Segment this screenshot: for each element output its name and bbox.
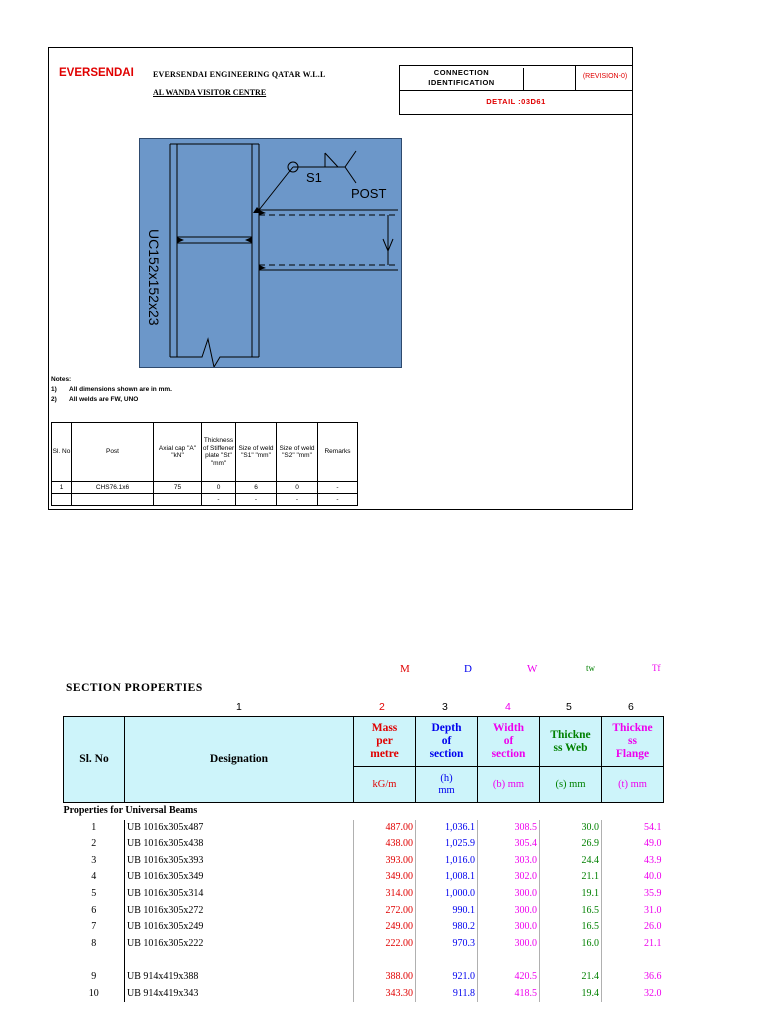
unit-depth: (h) mm: [416, 767, 478, 803]
note-item: 2) All welds are FW, UNO: [51, 396, 139, 403]
subheading: Properties for Universal Beams: [63, 805, 198, 816]
row-web: 16.5: [540, 919, 602, 936]
row-web: 26.9: [540, 836, 602, 853]
row-flange: 21.1: [602, 936, 664, 953]
row-flange: 35.9: [602, 886, 664, 903]
row-width: 418.5: [478, 986, 540, 1003]
unit-mass: kG/m: [354, 767, 416, 803]
row-width: 300.0: [478, 919, 540, 936]
table-row: [64, 886, 664, 903]
table-row: [64, 969, 664, 986]
row-web: [540, 952, 602, 969]
row-depth: 990.1: [416, 903, 478, 920]
company-name: EVERSENDAI ENGINEERING QATAR W.L.L: [153, 70, 326, 79]
row-designation: UB 1016x305x222: [125, 936, 354, 953]
row-width: [478, 952, 540, 969]
row-mass: 388.00: [354, 969, 416, 986]
row-flange: 43.9: [602, 853, 664, 870]
row-designation: [125, 952, 354, 969]
connection-table-header: [52, 423, 358, 482]
row-designation: UB 1016x305x249: [125, 919, 354, 936]
row-flange: 31.0: [602, 903, 664, 920]
row-flange: [602, 952, 664, 969]
table-row: [64, 952, 664, 969]
symbol-flange: Tf: [652, 663, 661, 673]
row-mass: 487.00: [354, 820, 416, 837]
row-depth: 1,036.1: [416, 820, 478, 837]
row-mass: [354, 952, 416, 969]
notes-title: Notes:: [51, 376, 72, 383]
section-properties-table: [63, 716, 664, 1002]
row-designation: UB 1016x305x349: [125, 869, 354, 886]
detail-id: DETAIL :03D61: [486, 97, 546, 106]
row-sl-no: 2: [91, 838, 97, 850]
row-mass: 222.00: [354, 936, 416, 953]
project-name: AL WANDA VISITOR CENTRE: [153, 88, 267, 97]
connection-table: [51, 422, 358, 506]
revision-label: (REVISION-0): [582, 73, 628, 80]
header-weld-s2: Size of weld "S2" "mm": [277, 423, 318, 482]
row-width: 303.0: [478, 853, 540, 870]
unit-web: (s) mm: [540, 767, 602, 803]
column-label: UC152x152x23: [146, 229, 162, 326]
row-web: 16.5: [540, 903, 602, 920]
header-sl-no: Sl. No: [52, 423, 72, 482]
row-designation: UB 914x419x388: [125, 969, 354, 986]
row-sl-no: 3: [91, 854, 97, 866]
row-flange: 36.6: [602, 969, 664, 986]
row-sl-no: 4: [91, 871, 97, 883]
header-depth: Depth of section: [416, 717, 478, 767]
row-width: 300.0: [478, 886, 540, 903]
row-web: 19.1: [540, 886, 602, 903]
row-mass: 438.00: [354, 836, 416, 853]
header-flange: Thickne ss Flange: [602, 717, 664, 767]
section-properties-title: SECTION PROPERTIES: [66, 682, 203, 694]
connection-identification-label: CONNECTION IDENTIFICATION: [400, 68, 524, 90]
row-designation: UB 1016x305x272: [125, 903, 354, 920]
row-mass: 314.00: [354, 886, 416, 903]
row-depth: 1,008.1: [416, 869, 478, 886]
weld-label: S1: [306, 170, 322, 185]
row-flange: 26.0: [602, 919, 664, 936]
connection-blank-cell: [523, 66, 576, 90]
row-designation: UB 914x419x343: [125, 986, 354, 1003]
header-designation: Designation: [125, 717, 354, 803]
unit-flange: (t) mm: [602, 767, 664, 803]
row-mass: 393.00: [354, 853, 416, 870]
row-width: 308.5: [478, 820, 540, 837]
row-web: 21.1: [540, 869, 602, 886]
row-mass: 249.00: [354, 919, 416, 936]
row-width: 302.0: [478, 869, 540, 886]
row-flange: 40.0: [602, 869, 664, 886]
table-row: [64, 820, 664, 837]
row-sl-no: 1: [91, 821, 97, 833]
symbol-width: W: [527, 663, 538, 675]
row-width: 300.0: [478, 903, 540, 920]
header-width: Width of section: [478, 717, 540, 767]
symbol-web: tw: [586, 663, 595, 673]
subheading-row: [64, 803, 664, 820]
unit-width: (b) mm: [478, 767, 540, 803]
row-mass: 272.00: [354, 903, 416, 920]
row-depth: 1,016.0: [416, 853, 478, 870]
row-sl-no: 5: [91, 887, 97, 899]
column-numbers: 1 2 3 4 5 6: [236, 701, 634, 713]
table-row: [64, 836, 664, 853]
header-stiffener-thickness: Thickness of Stiffener plate "St" "mm": [202, 423, 236, 482]
header-row: [64, 717, 664, 767]
header-post: Post: [72, 423, 154, 482]
header-axial-cap: Axial cap "A" "kN": [154, 423, 202, 482]
row-depth: 980.2: [416, 919, 478, 936]
header-remarks: Remarks: [318, 423, 358, 482]
company-logo: EVERSENDAI: [59, 67, 134, 79]
table-row: 1 CHS76.1x6 75 0 6 0 -: [52, 482, 358, 494]
connection-drawing-sheet: [48, 47, 633, 510]
table-row: [64, 986, 664, 1003]
row-width: 420.5: [478, 969, 540, 986]
row-sl-no: 7: [91, 921, 97, 933]
row-web: 21.4: [540, 969, 602, 986]
symbol-depth: D: [464, 663, 472, 675]
row-depth: 911.8: [416, 986, 478, 1003]
row-sl-no: 6: [91, 904, 97, 916]
row-designation: UB 1016x305x314: [125, 886, 354, 903]
row-web: 30.0: [540, 820, 602, 837]
row-web: 24.4: [540, 853, 602, 870]
symbol-mass: M: [400, 663, 410, 675]
connection-id-box: [399, 65, 633, 115]
header-sl-no: Sl. No: [64, 717, 125, 803]
header-mass: Mass per metre: [354, 717, 416, 767]
row-web: 19.4: [540, 986, 602, 1003]
row-designation: UB 1016x305x393: [125, 853, 354, 870]
post-label: POST: [351, 186, 387, 201]
header-web: Thickne ss Web: [540, 717, 602, 767]
row-sl-no: 9: [91, 970, 97, 982]
row-width: 305.4: [478, 836, 540, 853]
header-weld-s1: Size of weld "S1" "mm": [236, 423, 277, 482]
row-mass: 349.00: [354, 869, 416, 886]
section-properties-body: [64, 803, 664, 1003]
row-flange: 49.0: [602, 836, 664, 853]
table-row: [64, 903, 664, 920]
table-row: - - - -: [52, 494, 358, 506]
connection-detail-drawing: [139, 138, 402, 368]
row-depth: 1,025.9: [416, 836, 478, 853]
table-row: [64, 936, 664, 953]
row-flange: 54.1: [602, 820, 664, 837]
table-row: [64, 869, 664, 886]
property-symbols: [0, 663, 768, 677]
row-flange: 32.0: [602, 986, 664, 1003]
row-designation: UB 1016x305x487: [125, 820, 354, 837]
table-row: [64, 919, 664, 936]
table-row: [64, 853, 664, 870]
row-mass: 343.30: [354, 986, 416, 1003]
row-depth: 1,000.0: [416, 886, 478, 903]
row-sl-no: 10: [88, 987, 99, 999]
row-depth: 970.3: [416, 936, 478, 953]
row-sl-no: [64, 952, 125, 969]
note-item: 1) All dimensions shown are in mm.: [51, 386, 172, 393]
notes-section: [51, 375, 172, 405]
row-sl-no: 8: [91, 937, 97, 949]
row-depth: [416, 952, 478, 969]
row-web: 16.0: [540, 936, 602, 953]
row-designation: UB 1016x305x438: [125, 836, 354, 853]
row-width: 300.0: [478, 936, 540, 953]
drawing-svg: [140, 139, 402, 368]
row-depth: 921.0: [416, 969, 478, 986]
